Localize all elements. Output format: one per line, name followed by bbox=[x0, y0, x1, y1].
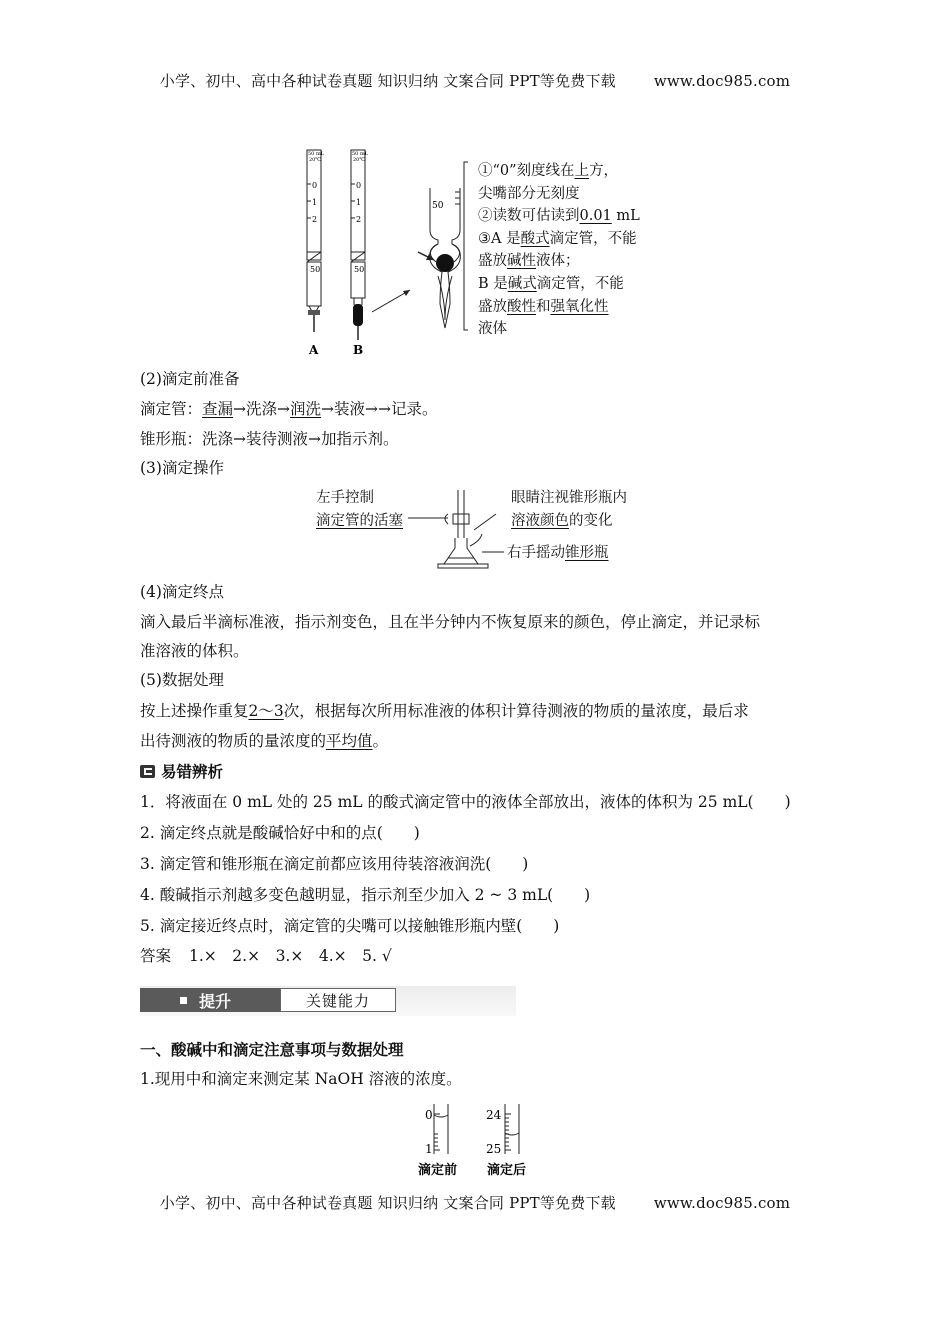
page-header: 小学、初中、高中各种试卷真题 知识归纳 文案合同 PPT等免费下载 www.doc985.com bbox=[159, 72, 791, 90]
burette-reading-figure bbox=[410, 1100, 550, 1178]
label-a: A bbox=[309, 343, 319, 357]
note-2: 尖嘴部分无刻度 bbox=[478, 185, 580, 202]
svg-text:50: 50 bbox=[354, 265, 365, 274]
burette-a bbox=[307, 150, 325, 357]
sec5-line2: 出待测液的物质的量浓度的平均值。 bbox=[140, 732, 389, 750]
sec3-title: (3)滴定操作 bbox=[140, 459, 224, 477]
note-4: ③A 是酸式滴定管，不能 bbox=[478, 230, 637, 247]
svg-text:1: 1 bbox=[356, 198, 362, 207]
sec4-title: (4)滴定终点 bbox=[140, 583, 224, 601]
sec2-title: (2)滴定前准备 bbox=[140, 370, 240, 388]
titration-left-label: 左手控制 滴定管的活塞 bbox=[316, 490, 403, 529]
note-7: 盛放酸性和强氧化性 bbox=[478, 298, 609, 315]
label-b: B bbox=[353, 343, 364, 357]
section1-title: 一、酸碱中和滴定注意事项与数据处理 bbox=[140, 1041, 404, 1059]
note-3: ②读数可估读到0.01 mL bbox=[478, 208, 640, 225]
banner-left: 提升 bbox=[140, 988, 280, 1012]
banner-right: 关键能力 bbox=[280, 988, 396, 1012]
error-item-5: 5. 滴定接近终点时，滴定管的尖嘴可以接触锥形瓶内壁( ) bbox=[140, 917, 560, 935]
question-1: 1.现用中和滴定来测定某 NaOH 溶液的浓度。 bbox=[140, 1070, 462, 1088]
error-item-4: 4. 酸碱指示剂越多变色越明显，指示剂至少加入 2 ~ 3 mL( ) bbox=[140, 886, 591, 904]
burette-a-volume: 50 mL bbox=[308, 151, 325, 157]
svg-text:0: 0 bbox=[425, 1108, 433, 1122]
sec4-line1: 滴入最后半滴标准液，指示剂变色，且在半分钟内不恢复原来的颜色，停止滴定，并记录标 bbox=[140, 613, 761, 631]
svg-text:2: 2 bbox=[356, 215, 362, 224]
svg-text:1: 1 bbox=[425, 1142, 433, 1156]
note-8: 液体 bbox=[478, 321, 507, 338]
svg-text:0: 0 bbox=[312, 181, 318, 190]
burette-b-temp: 20℃ bbox=[353, 157, 365, 163]
before-burette bbox=[418, 1104, 457, 1178]
note-5: 盛放碱性液体； bbox=[478, 253, 580, 270]
sec2-line1: 滴定管：查漏→洗涤→润洗→装液→→记录。 bbox=[140, 400, 438, 418]
answer-line: 答案 1.× 2.× 3.× 4.× 5. √ bbox=[140, 947, 392, 965]
stopcock-zoom bbox=[418, 162, 468, 330]
svg-text:24: 24 bbox=[486, 1108, 502, 1122]
svg-text:2: 2 bbox=[312, 215, 318, 224]
burette-b bbox=[351, 150, 410, 357]
error-analysis-icon bbox=[140, 765, 155, 778]
after-burette bbox=[486, 1104, 526, 1178]
sec5-line1: 按上述操作重复2～3次，根据每次所用标准液的体积计算待测液的物质的量浓度，最后求 bbox=[140, 702, 749, 720]
banner-square-icon bbox=[180, 997, 187, 1004]
sec2-line2: 锥形瓶：洗涤→装待测液→加指示剂。 bbox=[140, 430, 399, 448]
burette-a-temp: 20℃ bbox=[309, 157, 321, 163]
error-item-3: 3. 滴定管和锥形瓶在滴定前都应该用待装溶液润洗( ) bbox=[140, 855, 529, 873]
svg-text:25: 25 bbox=[486, 1142, 502, 1156]
error-analysis-heading: 易错辨析 bbox=[140, 760, 223, 782]
page-footer: 小学、初中、高中各种试卷真题 知识归纳 文案合同 PPT等免费下载 www.doc985.com bbox=[159, 1194, 791, 1212]
sec5-title: (5)数据处理 bbox=[140, 671, 224, 689]
error-item-2: 2. 滴定终点就是酸碱恰好中和的点( ) bbox=[140, 824, 420, 842]
error-item-1: 1．将液面在 0 mL 处的 25 mL 的酸式滴定管中的液体全部放出，液体的体积为 25 mL( ) bbox=[140, 793, 791, 811]
svg-text:50: 50 bbox=[432, 201, 444, 211]
burette-figure bbox=[290, 140, 490, 360]
note-1: ①“0”刻度线在上方， bbox=[478, 163, 619, 179]
titration-setup-figure bbox=[408, 486, 518, 570]
burette-b-volume: 50 mL bbox=[352, 151, 369, 157]
sec4-line2: 准溶液的体积。 bbox=[140, 642, 249, 660]
after-label: 滴定后 bbox=[487, 1163, 527, 1178]
titration-right-label: 眼睛注视锥形瓶内 溶液颜色的变化 bbox=[511, 490, 627, 529]
burette-notes bbox=[478, 160, 640, 341]
svg-text:50: 50 bbox=[310, 265, 321, 274]
note-6: B 是碱式滴定管，不能 bbox=[478, 275, 624, 292]
svg-text:0: 0 bbox=[356, 181, 362, 190]
svg-text:1: 1 bbox=[312, 198, 318, 207]
titration-right-hand: 右手摇动锥形瓶 bbox=[507, 545, 609, 561]
before-label: 滴定前 bbox=[418, 1163, 458, 1178]
